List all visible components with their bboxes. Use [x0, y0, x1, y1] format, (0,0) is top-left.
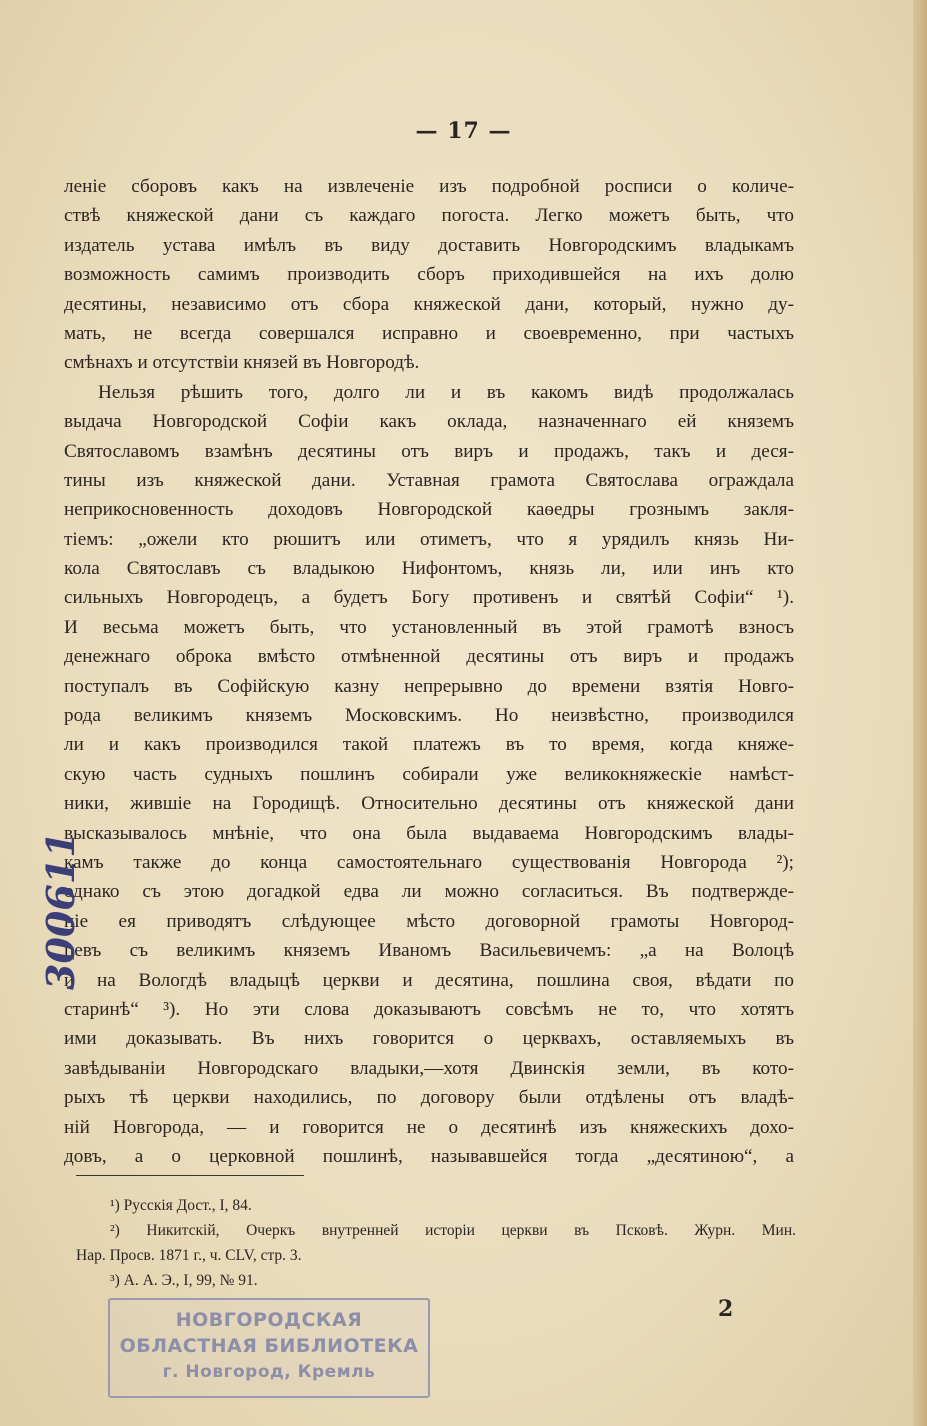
text-line: И весьма можетъ быть, что установленный въ этой грамотѣ взносъ [64, 616, 794, 638]
text-line: ли и какъ производился такой платежъ въ то время, когда княже- [64, 734, 794, 756]
text-line: ніе ея приводятъ слѣдующее мѣсто договорной грамоты Новгород- [64, 910, 794, 932]
footnote: ¹) Русскія Дост., I, 84. [110, 1197, 252, 1214]
text-line: высказывалось мнѣніе, что она была выдаваема Новгородскимъ влады- [64, 822, 794, 844]
text-line: кола Святославъ съ владыкою Нифонтомъ, князь ли, или инъ кто [64, 558, 794, 580]
page-number: — 17 — [415, 118, 512, 144]
text-line: сильныхъ Новгородецъ, а будетъ Богу противенъ и святѣй Софіи“ ¹). [64, 587, 794, 609]
footnotes [76, 1193, 796, 1293]
text-line: ники, жившіе на Городищѣ. Относительно десятины отъ княжеской дани [64, 793, 794, 815]
text-line: десятины, независимо отъ сбора княжеской дани, который, нужно ду- [64, 293, 794, 315]
footnote-rule [76, 1175, 304, 1176]
text-line: скую часть судныхъ пошлинъ собирали уже великокняжескіе намѣст- [64, 763, 794, 785]
text-line: рыхъ тѣ церкви находились, по договору были отдѣлены отъ владѣ- [64, 1087, 794, 1109]
text-line: издатель устава имѣлъ въ виду доставить Новгородскимъ владыкамъ [64, 234, 794, 256]
library-stamp [108, 1298, 430, 1398]
text-line: тіемъ: „ожели кто рюшитъ или отиметъ, что я урядилъ князь Ни- [64, 528, 794, 550]
text-line: рода великимъ княземъ Московскимъ. Но неизвѣстно, производился [64, 705, 794, 727]
inventory-number [18, 790, 83, 990]
text-line: старинѣ“ ³). Но эти слова доказываютъ совсѣмъ не то, что хотятъ [64, 998, 794, 1020]
page-edge [913, 0, 927, 1426]
text-line: неприкосновенность доходовъ Новгородской каѳедры грознымъ закля- [64, 499, 794, 521]
inventory-number-text: 300611 [38, 831, 83, 990]
text-line: и на Вологдѣ владыцѣ церкви и десятина, пошлина своя, вѣдати по [64, 969, 794, 991]
text-line: Нельзя рѣшить того, долго ли и въ какомъ видѣ продолжалась [98, 381, 794, 403]
footnote: ²) Никитскій, Очеркъ внутренней исторіи церкви въ Псковѣ. Журн. Мин. [110, 1222, 796, 1239]
footnote: Нар. Просв. 1871 г., ч. CLV, стр. 3. [76, 1247, 302, 1264]
stamp-line-1: НОВГОРОДСКАЯ [175, 1309, 363, 1331]
text-line: однако съ этою догадкой едва ли можно согласиться. Въ подтвержде- [64, 881, 794, 903]
text-line: завѣдываніи Новгородскаго владыки,—хотя Двинскія земли, въ кото- [64, 1057, 794, 1079]
text-line: ній Новгорода, — и говорится не о десятинѣ изъ княжескихъ дохо- [64, 1116, 794, 1138]
text-line: денежнаго оброка вмѣсто отмѣненной десятины отъ виръ и продажъ [64, 646, 794, 668]
stamp-line-2: ОБЛАСТНАЯ БИБЛИОТЕКА [119, 1335, 419, 1357]
text-line: довъ, а о церковной пошлинѣ, называвшейся тогда „десятиною“, а [64, 1145, 794, 1167]
text-line: камъ также до конца самостоятельнаго существованія Новгорода ²); [64, 851, 794, 873]
stamp-line-3: г. Новгород, Кремль [162, 1362, 376, 1382]
text-line: леніе сборовъ какъ на извлеченіе изъ подробной росписи о количе- [64, 176, 794, 197]
text-line: ствѣ княжеской дани съ каждаго погоста. Легко можетъ быть, что [64, 205, 794, 227]
text-line: возможность самимъ производить сборъ приходившейся на ихъ долю [64, 264, 794, 286]
text-line: мать, не всегда совершался исправно и своевременно, при частыхъ [64, 322, 794, 344]
text-line: тины изъ княжеской дани. Уставная грамота Святослава ограждала [64, 469, 794, 491]
text-line: поступалъ въ Софійскую казну непрерывно до времени взятія Новго- [64, 675, 794, 697]
text-line: смѣнахъ и отсутствіи князей въ Новгородѣ. [64, 352, 420, 374]
text-line: выдача Новгородской Софіи какъ оклада, назначеннаго ей княземъ [64, 411, 794, 433]
footnote: ³) А. А. Э., I, 99, № 91. [110, 1272, 258, 1289]
sheet-number: 2 [718, 1296, 734, 1322]
text-line: Святославомъ взамѣнъ десятины отъ виръ и продажъ, такъ и деся- [64, 440, 794, 462]
text-line: цевъ съ великимъ княземъ Иваномъ Васильевичемъ: „а на Волоцѣ [64, 940, 794, 962]
text-line: ими доказывать. Въ нихъ говорится о церквахъ, оставляемыхъ въ [64, 1028, 794, 1050]
body-text [64, 172, 794, 1171]
